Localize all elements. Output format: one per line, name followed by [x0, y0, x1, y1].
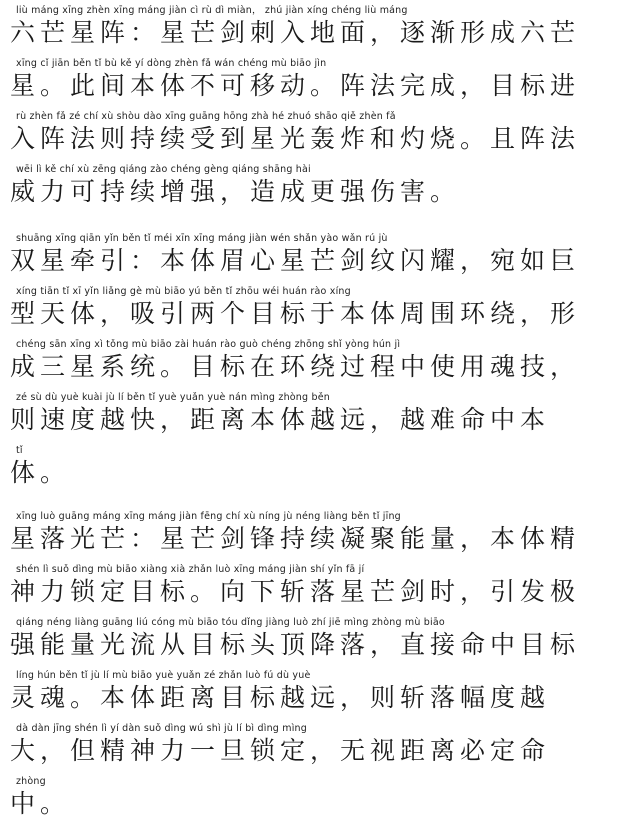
text-line	[10, 285, 630, 335]
pinyin-line: líng hún běn tǐ jù lí mù biāo yuè yuǎn zé zhǎn luò fú dù yuè	[16, 670, 311, 681]
hanzi-line: 体。	[10, 458, 71, 487]
pinyin-line: xíng tiān tǐ xī yǐn liǎng gè mù biāo yú běn tǐ zhōu wéi huán rào xíng	[16, 286, 351, 297]
text-line	[10, 563, 630, 613]
hanzi-line: 型天体，吸引两个目标于本体周围环绕，形	[10, 299, 581, 328]
pinyin-line: zé sù dù yuè kuài jù lí běn tǐ yuè yuǎn yuè nán mìng zhòng běn	[16, 392, 330, 403]
hanzi-line: 六芒星阵：星芒剑刺入地面，逐渐形成六芒	[10, 18, 581, 47]
hanzi-line: 中。	[10, 789, 71, 818]
pinyin-line: chéng sān xīng xì tǒng mù biāo zài huán rào guò chéng zhōng shǐ yòng hún jì	[16, 339, 401, 350]
hanzi-line: 入阵法则持续受到星光轰炸和灼烧。且阵法	[10, 124, 581, 153]
pinyin-line: shuāng xīng qiān yǐn běn tǐ méi xīn xīng máng jiàn wén shǎn yào wǎn rú jù	[16, 233, 388, 244]
pinyin-line: wēi lì kě chí xù zēng qiáng zào chéng gèng qiáng shāng hài	[16, 164, 311, 175]
hanzi-line: 大，但精神力一旦锁定，无视距离必定命	[10, 736, 551, 765]
pinyin-line: qiáng néng liàng guāng liú cóng mù biāo tóu dǐng jiàng luò zhí jiē mìng zhòng mù biāo	[16, 617, 445, 628]
pinyin-line: xīng luò guāng máng xīng máng jiàn fēng chí xù níng jù néng liàng běn tǐ jīng	[16, 511, 401, 522]
text-line	[10, 110, 630, 160]
pinyin-line: liù máng xīng zhèn xīng máng jiàn cì rù dì miàn， zhú jiàn xíng chéng liù máng	[16, 5, 408, 16]
hanzi-line: 强能量光流从目标头顶降落，直接命中目标	[10, 630, 581, 659]
hanzi-line: 威力可持续增强，造成更强伤害。	[10, 177, 461, 206]
hanzi-line: 成三星系统。目标在环绕过程中使用魂技，	[10, 352, 581, 381]
hanzi-line: 灵魂。本体距离目标越远，则斩落幅度越	[10, 683, 551, 712]
hanzi-line: 神力锁定目标。向下斩落星芒剑时，引发极	[10, 577, 581, 606]
pinyin-line: zhòng	[16, 776, 46, 787]
text-line	[10, 444, 630, 494]
text-line	[10, 775, 630, 825]
text-line	[10, 57, 630, 107]
pinyin-line: rù zhèn fǎ zé chí xù shòu dào xīng guāng hōng zhà hé zhuó shāo qiě zhèn fǎ	[16, 111, 396, 122]
text-line	[10, 722, 630, 772]
pinyin-line: dà dàn jīng shén lì yí dàn suǒ dìng wú shì jù lí bì dìng mìng	[16, 723, 307, 734]
text-line	[10, 232, 630, 282]
text-line	[10, 616, 630, 666]
pinyin-line: xīng cǐ jiān běn tǐ bù kě yí dòng zhèn fǎ wán chéng mù biāo jìn	[16, 58, 327, 69]
text-line	[10, 669, 630, 719]
text-line	[10, 391, 630, 441]
hanzi-line: 双星牵引：本体眉心星芒剑纹闪耀，宛如巨	[10, 246, 581, 275]
text-line	[10, 338, 630, 388]
hanzi-line: 星。此间本体不可移动。阵法完成，目标进	[10, 71, 581, 100]
text-line	[10, 510, 630, 560]
pinyin-line: shén lì suǒ dìng mù biāo xiàng xià zhǎn luò xīng máng jiàn shí yǐn fā jí	[16, 564, 365, 575]
text-line	[10, 4, 630, 54]
pinyin-line: tǐ	[16, 445, 23, 456]
hanzi-line: 则速度越快，距离本体越远，越难命中本	[10, 405, 551, 434]
text-line	[10, 163, 630, 213]
hanzi-line: 星落光芒：星芒剑锋持续凝聚能量，本体精	[10, 524, 581, 553]
